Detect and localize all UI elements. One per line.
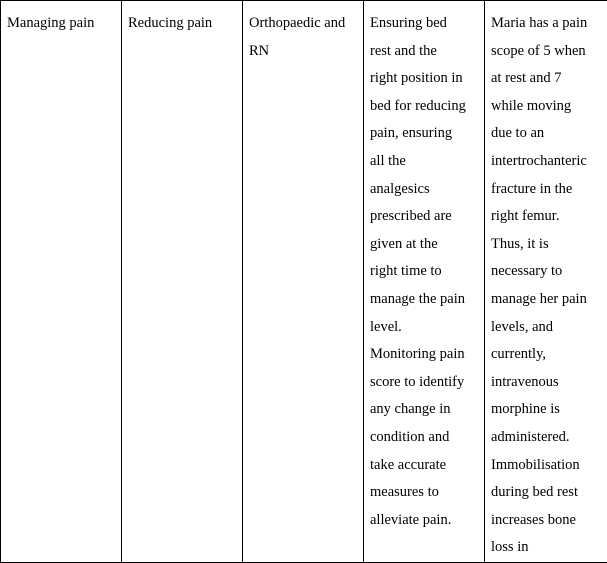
cell-line: levels, and [491,314,604,342]
cell-line: intertrochanteric [491,148,604,176]
cell-line: RN [249,38,360,66]
table-cell-rationale [485,1,607,563]
cell-line: morphine is [491,396,604,424]
cell-line: prescribed are [370,203,481,231]
table-cell-responsible [243,1,364,563]
cell-line: at rest and 7 [491,65,604,93]
table-row [1,1,607,563]
cell-line: level. [370,314,481,342]
cell-line: condition and [370,424,481,452]
cell-line: pain, ensuring [370,120,481,148]
cell-line: all the [370,148,481,176]
table-cell-aim [122,1,243,563]
cell-line: manage her pain [491,286,604,314]
cell-intervention-text [364,1,484,534]
cell-line: Reducing pain [128,10,239,38]
cell-line: while moving [491,93,604,121]
cell-line: intravenous [491,369,604,397]
cell-line: analgesics [370,176,481,204]
cell-line: loss in [491,534,604,562]
cell-line: Managing pain [7,10,118,38]
cell-line: right time to [370,258,481,286]
table-cell-goal [1,1,122,563]
cell-line: measures to [370,479,481,507]
cell-line: during bed rest [491,479,604,507]
cell-line: scope of 5 when [491,38,604,66]
cell-line: given at the [370,231,481,259]
cell-line: Thus, it is [491,231,604,259]
cell-line: rest and the [370,38,481,66]
cell-line: right femur. [491,203,604,231]
cell-aim-text [122,1,242,38]
cell-line: currently, [491,341,604,369]
cell-line: due to an [491,120,604,148]
cell-line: Ensuring bed [370,10,481,38]
cell-line: take accurate [370,452,481,480]
cell-line: manage the pain [370,286,481,314]
cell-goal-text [1,1,121,38]
cell-line: Orthopaedic and [249,10,360,38]
table-cell-intervention [364,1,485,563]
cell-line: right position in [370,65,481,93]
cell-line: bed for reducing [370,93,481,121]
cell-line: Immobilisation [491,452,604,480]
cell-line: any change in [370,396,481,424]
cell-line: administered. [491,424,604,452]
cell-line: alleviate pain. [370,507,481,535]
cell-line: Monitoring pain [370,341,481,369]
cell-line: fracture in the [491,176,604,204]
cell-responsible-text [243,1,363,65]
cell-line: Maria has a pain [491,10,604,38]
cell-rationale-text [485,1,607,562]
cell-line: necessary to [491,258,604,286]
cell-line: increases bone [491,507,604,535]
cell-line: score to identify [370,369,481,397]
